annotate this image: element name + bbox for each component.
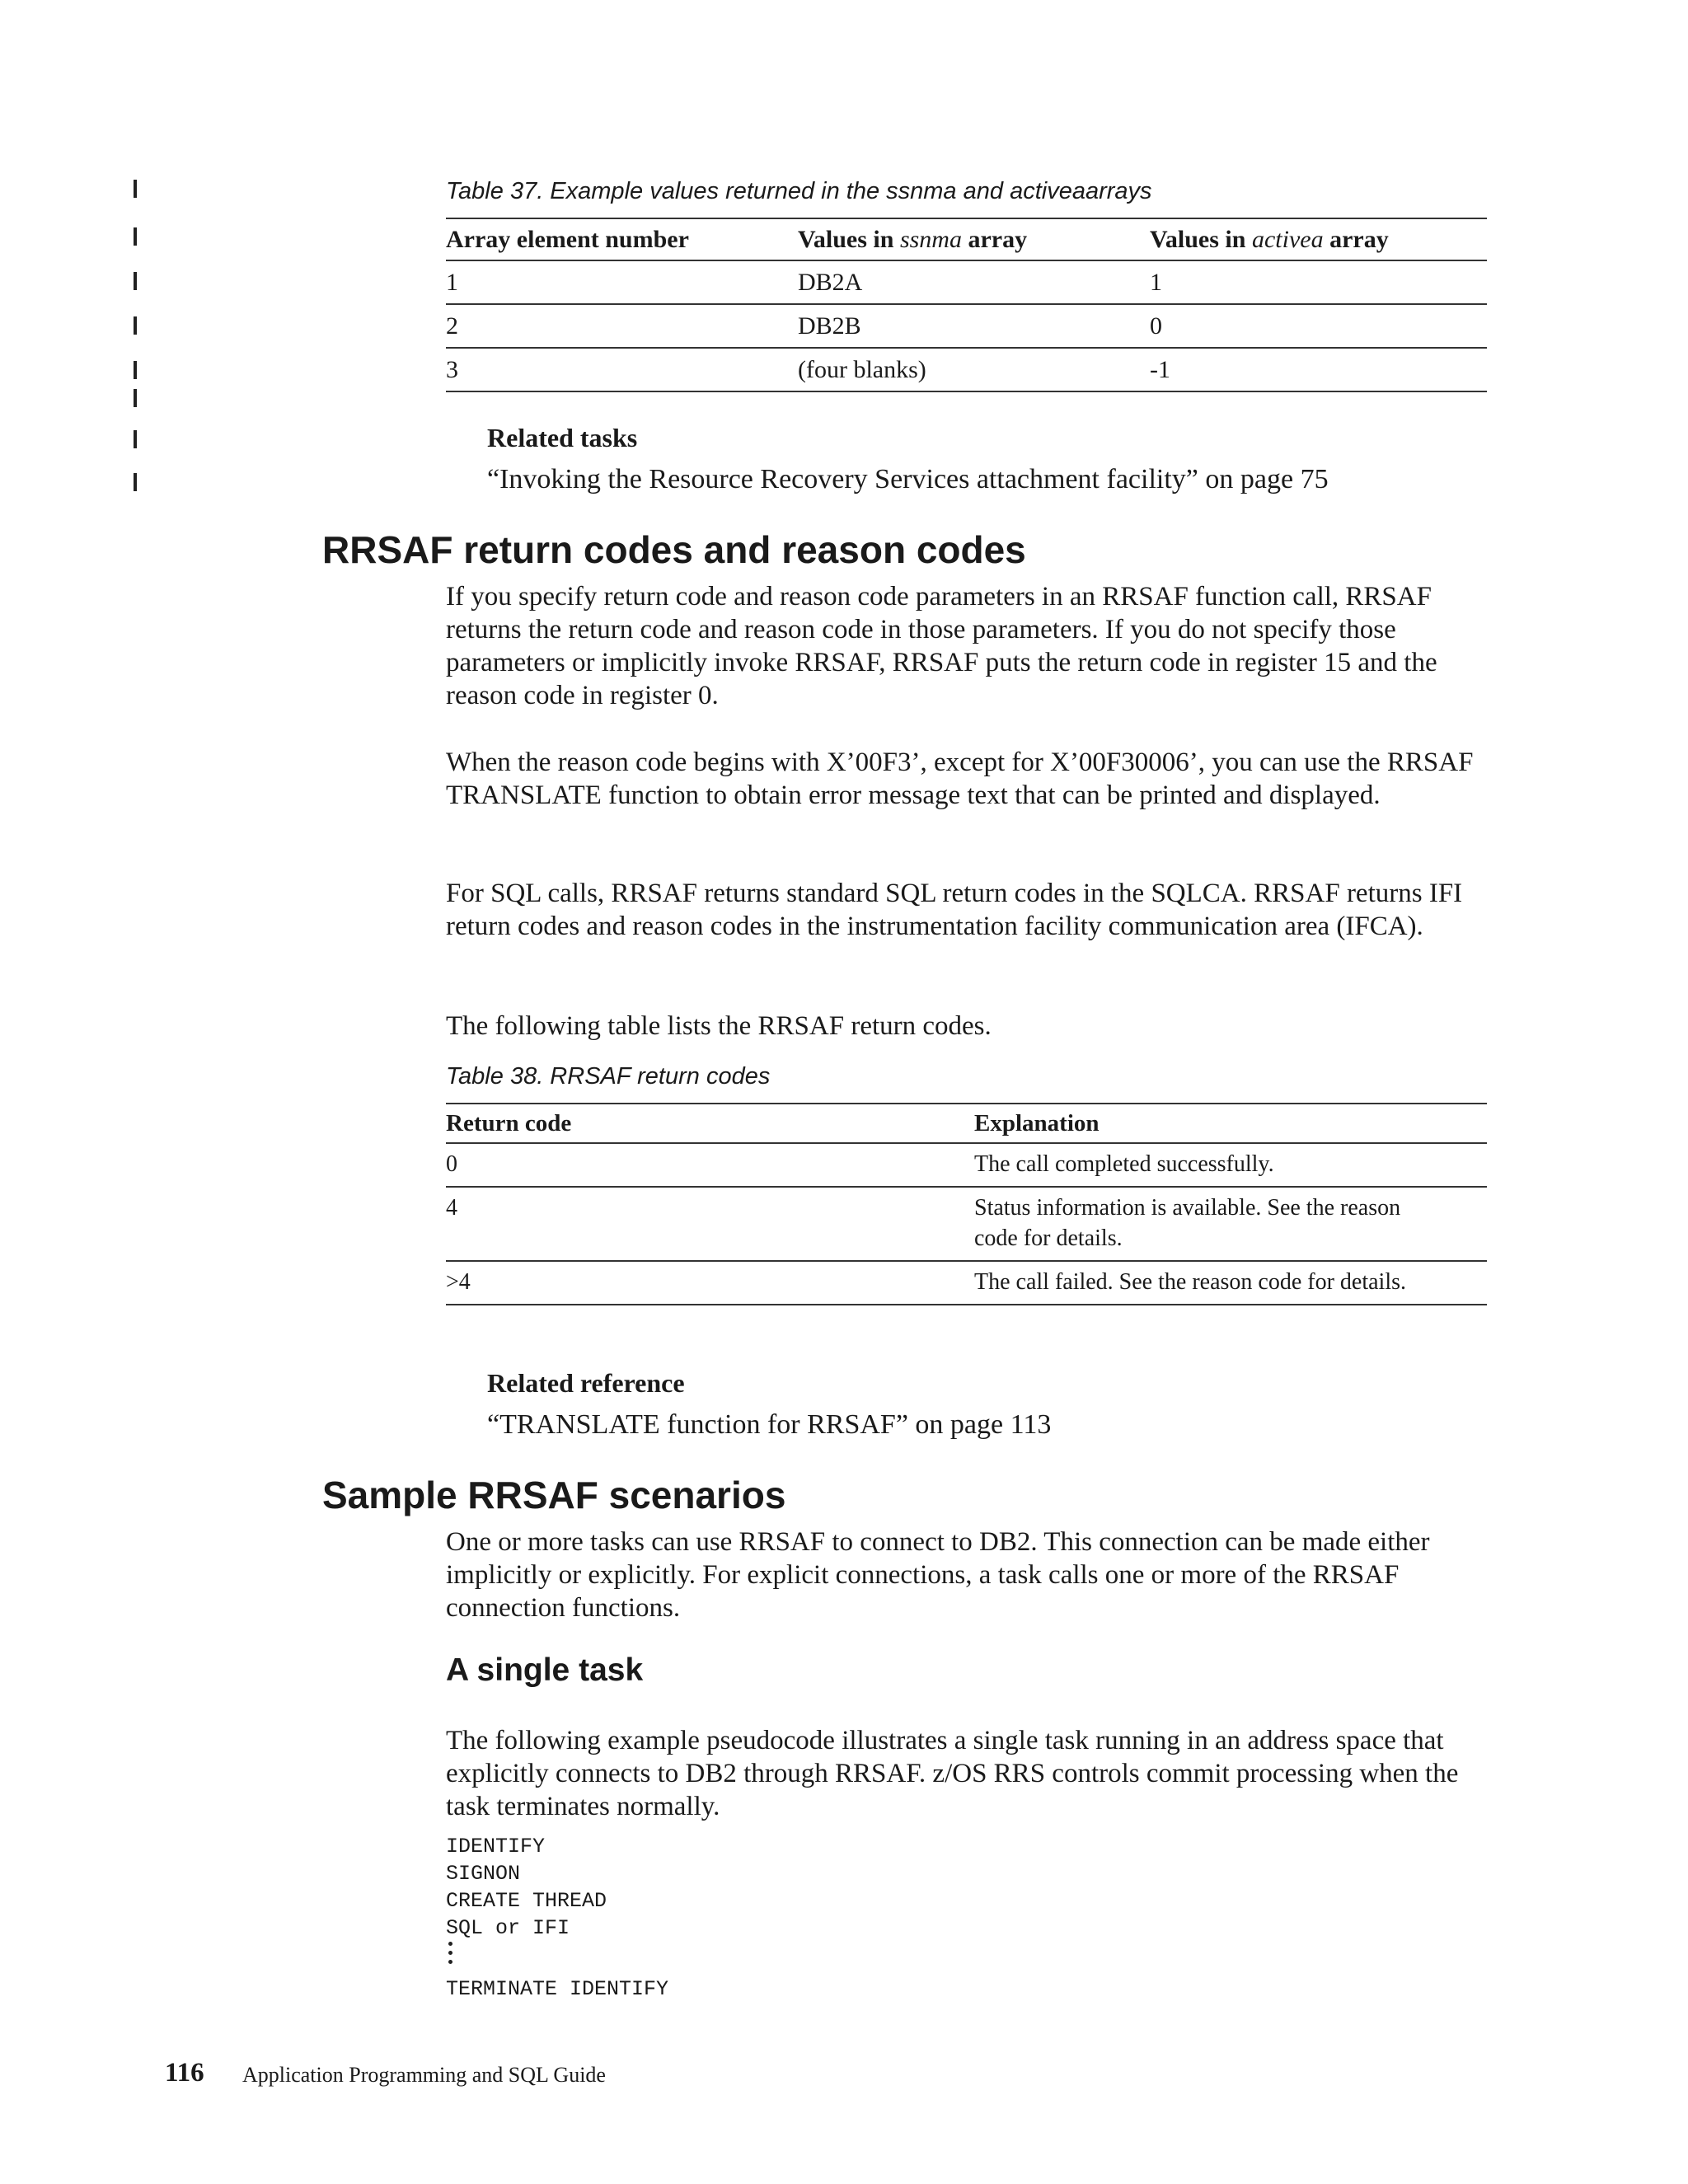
table-row [446, 1143, 1487, 1187]
table-cell: 0 [1150, 312, 1162, 340]
table-cell: (four blanks) [798, 356, 926, 383]
revision-bar [134, 473, 137, 491]
code-line: SIGNON [446, 1862, 521, 1886]
paragraph: The following example pseudocode illustrates a single task running in an address space that explicitly connects to DB2 through RRSAF. z/OS RRS controls commit processing when the task terminates normally. [446, 1726, 1459, 1821]
paragraph: If you specify return code and reason code parameters in an RRSAF function call, RRSAF returns the return code and reason code in those parameters. If you do not specify those parameters or implicitly invoke RRSAF, RRSAF puts the return code in register 15 and the reason code in register 0. [446, 582, 1437, 710]
book-title: Application Programming and SQL Guide [242, 2063, 606, 2087]
page-number: 116 [165, 2058, 204, 2088]
table-38 [446, 1103, 1487, 1305]
table-cell: >4 [446, 1269, 471, 1295]
table-37 [446, 218, 1487, 392]
table-row [446, 1261, 1487, 1305]
subsection-title-single-task: A single task [446, 1652, 644, 1688]
table-header-row [446, 218, 1487, 260]
table-cell: The call completed successfully. [974, 1151, 1274, 1177]
table-38-caption: Table 38. RRSAF return codes [446, 1063, 771, 1090]
table-row [446, 304, 1487, 348]
revision-bar [134, 361, 137, 379]
table-header-row [446, 1104, 1487, 1143]
revision-bar [134, 316, 137, 335]
related-tasks-link[interactable]: “Invoking the Resource Recovery Services attachment facility” on page 75 [487, 464, 1329, 494]
table-cell: 4 [446, 1195, 457, 1221]
table-cell: 0 [446, 1151, 457, 1177]
column-header-return-code: Return code [446, 1110, 572, 1137]
column-header-array-element: Array element number [446, 226, 689, 253]
table-cell: 1 [446, 269, 458, 296]
table-cell: 3 [446, 356, 458, 383]
table-37-caption: Table 37. Example values returned in the ssnma and activeaarrays [446, 178, 1152, 204]
related-tasks-heading: Related tasks [487, 423, 638, 452]
code-line: IDENTIFY [446, 1835, 546, 1858]
column-header-activea: Values in activea array [1150, 226, 1389, 253]
vertical-ellipsis-icon [448, 1942, 453, 1969]
table-cell: 1 [1150, 269, 1162, 296]
revision-bar [134, 227, 137, 246]
code-line: CREATE THREAD [446, 1889, 607, 1913]
code-line: SQL or IFI [446, 1916, 570, 1940]
table-cell: The call failed. See the reason code for details. [974, 1269, 1406, 1295]
revision-bar [134, 272, 137, 290]
column-header-explanation: Explanation [974, 1110, 1100, 1137]
table-cell: 2 [446, 312, 458, 340]
related-reference-link[interactable]: “TRANSLATE function for RRSAF” on page 113 [487, 1409, 1052, 1440]
table-row [446, 260, 1487, 304]
table-cell: Status information is available. See the reason code for details. [974, 1195, 1401, 1251]
table-row [446, 348, 1487, 391]
column-header-ssnma: Values in ssnma array [798, 226, 1028, 253]
related-reference-heading: Related reference [487, 1368, 685, 1398]
section-title-sample-scenarios: Sample RRSAF scenarios [322, 1474, 786, 1516]
paragraph: The following table lists the RRSAF return codes. [446, 1011, 992, 1041]
table-cell: DB2B [798, 312, 861, 340]
revision-bar [134, 180, 137, 198]
table-row [446, 1187, 1487, 1261]
table-cell: -1 [1150, 356, 1170, 383]
revision-bar [134, 389, 137, 407]
revision-bar [134, 430, 137, 448]
paragraph: For SQL calls, RRSAF returns standard SQL return codes in the SQLCA. RRSAF returns IFI return codes and reason codes in the instrumentation facility communication area (IFCA). [446, 879, 1463, 941]
section-title-return-codes: RRSAF return codes and reason codes [322, 528, 1026, 571]
code-line: TERMINATE IDENTIFY [446, 1977, 669, 2001]
table-cell: DB2A [798, 269, 863, 296]
paragraph: When the reason code begins with X’00F3’, except for X’00F30006’, you can use the RRSAF TRANSLATE function to obtain error message text that can be printed and displayed. [446, 748, 1474, 810]
paragraph: One or more tasks can use RRSAF to connect to DB2. This connection can be made either implicitly or explicitly. For explicit connections, a task calls one or more of the RRSAF connection functions. [446, 1527, 1430, 1623]
